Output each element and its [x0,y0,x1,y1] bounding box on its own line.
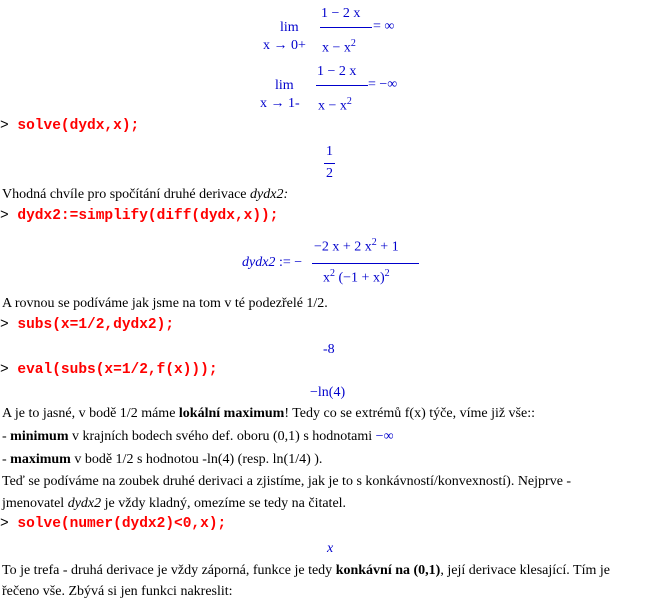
limit-result: = ∞ [373,19,395,34]
limit-numerator: 1 − 2 x [317,64,357,79]
prompt-symbol: > [0,516,9,532]
prompt-symbol: > [0,208,9,224]
fraction-numerator: 1 [326,144,333,159]
command-text: solve(dydx,x); [17,118,140,134]
command-text: dydx2:=simplify(diff(dydx,x)); [17,208,279,224]
limit-operator: lim [280,20,299,35]
bullet-minimum: - minimum v krajních bodech svého def. oboru (0,1) s hodnotami −∞ [2,429,394,444]
maple-command-solve-numer[interactable] [0,516,226,532]
paragraph-second-derivative-intro: Vhodná chvíle pro spočítání druhé derivace dydx2: [2,187,289,202]
command-text: eval(subs(x=1/2,f(x))); [17,362,218,378]
command-text: subs(x=1/2,dydx2); [17,317,175,333]
limit-denominator: $x - x^2$ [322,38,356,56]
limit-operator: lim [275,78,294,93]
expression-denominator: $x^2$ $(-1 + x)^2$ [323,268,390,286]
prompt-symbol: > [0,118,9,134]
maple-command-solve[interactable] [0,118,139,134]
bullet-maximum: - maximum v bodě 1/2 s hodnotou -ln(4) (resp. ln(1/4) ). [2,452,323,467]
limit-denominator: $x - x^2$ [318,96,352,114]
paragraph-conclusion-line2: řečeno vše. Zbývá si jen funkci nakreslit: [2,584,233,599]
maple-command-eval[interactable] [0,362,218,378]
assignment-lhs: dydx2 := − [242,255,303,270]
fraction-bar [320,27,372,28]
fraction-bar [312,263,419,264]
limit-result: = −∞ [368,77,398,92]
limit-subscript: x → 0+ [263,38,306,53]
limit-numerator: 1 − 2 x [321,6,361,21]
paragraph-concavity-line2: jmenovatel dydx2 je vždy kladný, omezíme se tedy na čitatel. [2,496,347,511]
maple-command-simplify[interactable] [0,208,278,224]
output-minus-ln4: −ln(4) [310,385,346,400]
fraction-bar [324,163,335,164]
limit-subscript: x → 1- [260,96,300,111]
maple-command-subs[interactable] [0,317,174,333]
paragraph-conclusion-line1: To je trefa - druhá derivace je vždy záporná, funkce je tedy konkávní na (0,1), její derivace klesající. Tím je [2,563,610,578]
paragraph-local-maximum: A je to jasné, v bodě 1/2 máme lokální maximum! Tedy co se extrémů f(x) týče, víme již vše:: [2,406,536,421]
paragraph-check-half: A rovnou se podíváme jak jsme na tom v té podezřelé 1/2. [2,296,328,311]
prompt-symbol: > [0,317,9,333]
fraction-bar [316,85,368,86]
paragraph-concavity-line1: Teď se podíváme na zoubek druhé derivaci a zjistíme, jak je to s konkávností/konvexností). Nejprve - [2,474,572,489]
expression-numerator: −2 x + 2 $x^2 + 1$ [314,237,399,255]
output-x: x [327,541,334,556]
prompt-symbol: > [0,362,9,378]
output-minus-eight: -8 [323,342,335,357]
fraction-denominator: 2 [326,166,333,181]
command-text: solve(numer(dydx2)<0,x); [17,516,227,532]
